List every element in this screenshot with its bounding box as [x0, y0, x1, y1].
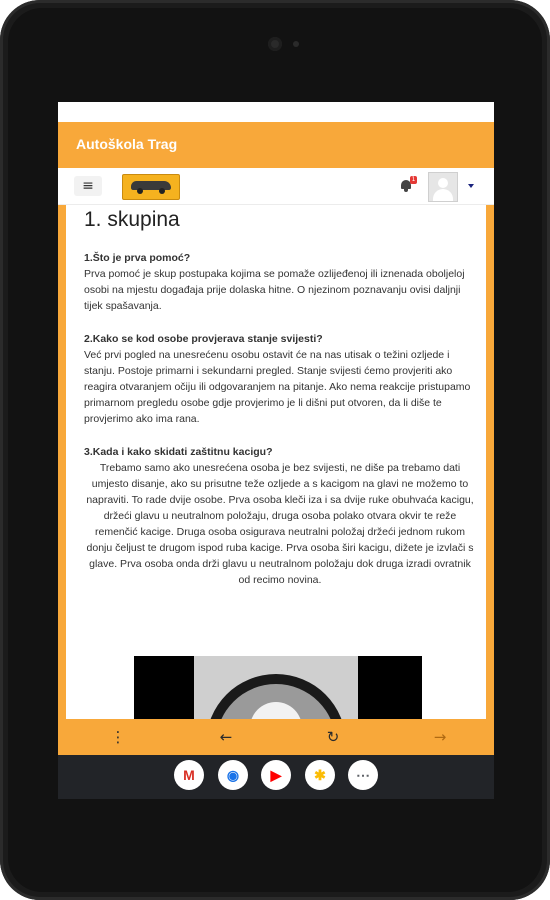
- article: [84, 208, 476, 605]
- forward-arrow-icon[interactable]: →: [433, 728, 447, 746]
- webview[interactable]: [58, 168, 494, 719]
- avatar-head: [438, 178, 448, 188]
- article-image: [134, 656, 422, 719]
- back-arrow-icon[interactable]: ←: [219, 728, 233, 746]
- bell-clapper: [404, 189, 408, 192]
- question-heading: 1.Što je prva pomoć?: [84, 252, 191, 264]
- reload-icon[interactable]: ↻: [326, 728, 340, 746]
- gmail-icon[interactable]: M: [174, 760, 204, 790]
- chrome-icon[interactable]: ◉: [218, 760, 248, 790]
- hamburger-icon[interactable]: ≡: [74, 176, 102, 196]
- screen: [58, 102, 494, 799]
- app-drawer-icon[interactable]: ⋯: [348, 760, 378, 790]
- site-logo[interactable]: [122, 174, 180, 200]
- chevron-down-icon[interactable]: [468, 184, 474, 188]
- photos-icon[interactable]: ✱: [305, 760, 335, 790]
- more-menu-icon[interactable]: ⋮: [110, 728, 126, 746]
- left-accent-stripe: [58, 205, 66, 719]
- wheel-icon: [159, 188, 165, 194]
- wheel-icon: [137, 188, 143, 194]
- avatar-body: [433, 189, 453, 202]
- avatar[interactable]: [428, 172, 458, 202]
- question-heading: 2.Kako se kod osobe provjerava stanje svijesti?: [84, 333, 323, 345]
- sensor-dot: [293, 41, 299, 47]
- page-title: 1. skupina: [84, 208, 180, 231]
- camera-icon: [268, 37, 282, 51]
- image-center: [194, 656, 358, 719]
- bell-icon[interactable]: [400, 178, 414, 194]
- app-bar: [58, 122, 494, 168]
- status-bar: [58, 102, 494, 122]
- site-navbar: [58, 168, 494, 205]
- notification-badge: 1: [411, 176, 416, 183]
- answer-text: Već prvi pogled na unesrećenu osobu ostavit će na nas utisak o težini ozljede i stanju. Postoje primarni i sekundarni pregled. Stanje svijesti ćemo provjeriti ako reagira otvaranjem očiju ili odgovaranjem na pitanje. Ako nema reakcije pristupamo primarnom pregledu osobe gdje provjerimo je li dišni put otvoren, da li diše te provjerimo ako ima rana.: [84, 349, 471, 425]
- youtube-icon[interactable]: ▶: [261, 760, 291, 790]
- answer-text: Trebamo samo ako unesrećena osoba je bez svijesti, ne diše pa trebamo dati umjesto disanje, ako su prisutne teže ozljede a s kacigom na glavi ne možemo to napraviti. To rade dvije osobe. Prva osoba kleči iza i sa dvije ruke obuhvaća kacigu, držeći glavu u neutralnom položaju, druga osoba polako otvara okvir te reže remenčić kacige. Druga osoba osigurava neutralni položaj držeći jednom rukom donju čeljust te drugom ispod ruba kacige. Prva osoba širi kacigu, dižete je izvlači s glave. Prva osoba onda drži glavu u neutralnom položaju dok druga izradi ovratnik od recimo novina.: [86, 462, 474, 586]
- app-title: Autoškola Trag: [76, 136, 178, 152]
- question-heading: 3.Kada i kako skidati zaštitnu kacigu?: [84, 446, 273, 458]
- system-dock: [58, 755, 494, 799]
- browser-controls: [58, 719, 494, 755]
- answer-text: Prva pomoć je skup postupaka kojima se pomaže ozlijeđenoj ili iznenada oboljeloj osobi na mjestu događaja prije dolaska hitne. O njezinom poznavanju ovisi daljnji tijek spašavanja.: [84, 268, 465, 312]
- right-accent-stripe: [486, 205, 494, 719]
